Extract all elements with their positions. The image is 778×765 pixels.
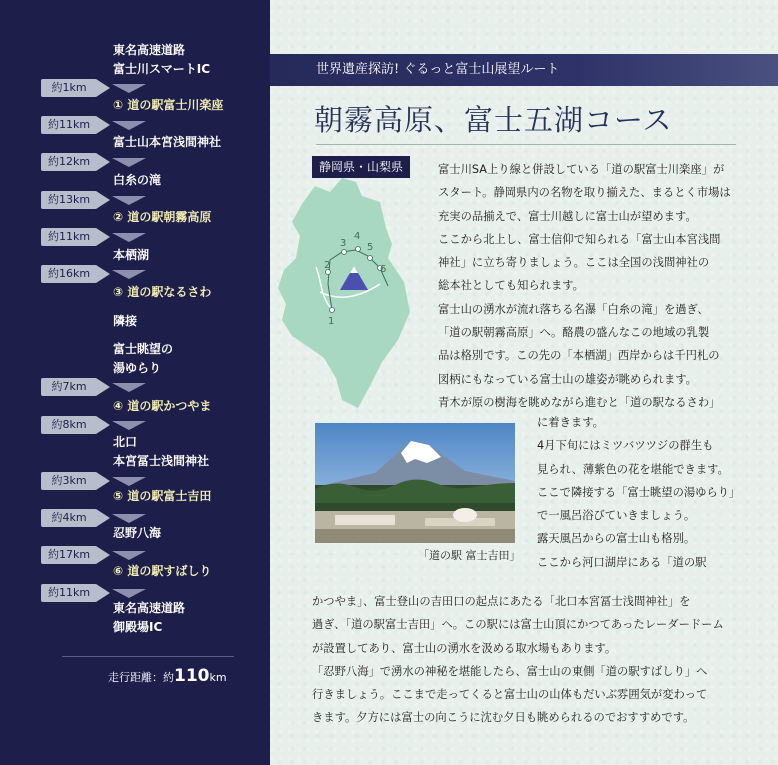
stop-name: 道の駅なるさわ [127,285,212,299]
stop-number: ⑤ [113,489,124,503]
text-line: ここから河口湖岸にある「道の駅 [537,555,707,569]
region-badge: 静岡県・山梨県 [312,156,410,178]
stop-line: 本宮冨士浅間神社 [113,454,210,468]
page-title: 朝霧高原、富士五湖コース [314,103,673,137]
distance-badge: 約13km [41,191,97,209]
article-panel [270,0,778,765]
distance-badge: 約16km [41,265,97,283]
map-label: 5 [367,242,374,253]
stop-line: 富士山本宮浅間神社 [113,135,222,149]
distance-badge: 約4km [41,509,97,527]
text-line: で一風呂浴びていきましょう。 [537,509,696,523]
route-stop-6 [113,562,211,581]
map-label: 3 [340,238,347,249]
route-map [270,172,430,412]
route-stop-lake [113,246,149,265]
arrow-right-icon [96,378,110,396]
text-line: 富士川SA上り線と併設している「道の駅富士川楽座」が [438,163,725,176]
text-line: 「忍野八海」で湧水の神秘を堪能したら、富士山の東側「道の駅すばしり」へ [312,664,708,678]
body-paragraph [537,411,740,574]
route-stop-4 [113,397,211,416]
chevron-down-icon [112,514,146,523]
chevron-down-icon [112,589,146,598]
route-stop-end [113,599,185,637]
map-label: 2 [324,260,331,271]
map-label: 4 [354,231,361,242]
stop-line: 富士眺望の [113,342,174,356]
arrow-right-icon [96,265,110,283]
route-stop-onsen [113,340,173,378]
distance-badge: 約7km [41,378,97,396]
stop-line: 富士川スマートIC [113,62,211,76]
stop-number: ④ [113,399,124,413]
stop-line: 御殿場IC [113,620,163,634]
stop-line: 隣接 [113,314,138,328]
chevron-down-icon [112,383,146,392]
stop-name: 道の駅朝霧高原 [127,210,212,224]
text-line: 充実の品揃えで、富士川越しに富士山が望めます。 [438,209,697,223]
chevron-down-icon [112,551,146,560]
arrow-right-icon [96,228,110,246]
total-distance [108,666,227,686]
chevron-down-icon [112,270,146,279]
text-line: 神社」に立ち寄りましょう。ここは全国の浅間神社の [438,256,710,270]
photo-caption: 「道の駅 富士吉田」 [418,549,521,562]
route-stop-falls [113,171,161,190]
route-stop-5 [113,487,211,506]
arrow-right-icon [96,191,110,209]
stop-line: 東名高速道路 [113,601,186,615]
text-line: 青木が原の樹海を眺めながら進むと「道の駅なるさわ」 [438,395,721,409]
text-line: 露天風呂からの富士山も格別。 [537,532,696,546]
arrow-right-icon [96,584,110,602]
text-line: きます。夕方には富士の向こうに沈む夕日も眺められるのでおすすめです。 [312,711,695,725]
stop-name: 道の駅かつやま [127,399,212,413]
route-stop-1 [113,96,223,115]
chevron-down-icon [112,84,146,93]
stop-line: 湯ゆらり [113,361,162,375]
arrow-right-icon [96,509,110,527]
stop-number: ⑥ [113,564,124,578]
text-line: 図柄にもなっている富士山の雄姿が眺められます。 [438,372,697,386]
text-line: 4月下旬にはミツバツツジの群生も [537,439,714,453]
arrow-right-icon [96,79,110,97]
stop-line: 白糸の滝 [113,173,162,187]
text-line: 品は格別です。この先の「本栖湖」西岸からは千円札の [438,349,720,363]
chevron-down-icon [112,121,146,130]
distance-badge: 約1km [41,79,97,97]
route-sidebar [0,0,270,765]
body-paragraph [312,590,724,730]
stop-line: 東名高速道路 [113,43,186,57]
route-stop-2 [113,208,211,227]
text-line: 過ぎ、「道の駅富士吉田」へ。この駅には富士山頂にかつてあったレーダードーム [312,618,724,632]
route-stop-adjacent [113,312,137,331]
stop-number: ① [113,98,124,112]
text-line: ここで隣接する「富士眺望の湯ゆらり」 [537,485,741,499]
stop-number: ② [113,210,124,224]
stop-name: 道の駅富士吉田 [127,489,212,503]
michinoeki-fujiyoshida-photo [315,423,515,543]
chevron-down-icon [112,477,146,486]
distance-badge: 約3km [41,472,97,490]
divider [62,656,234,657]
divider [316,144,736,145]
text-line: かつやま」、富士登山の吉田口の起点にあたる「北口本宮冨士浅間神社」を [312,595,691,608]
route-stop-kitaguchi [113,433,209,471]
map-label: 6 [380,264,387,275]
text-line: が設置してあり、富士山の湧水を汲める取水場もあります。 [312,641,617,655]
text-line: ここから北上し、富士信仰で知られる「富士山本宮浅間 [438,232,721,246]
map-point [368,256,373,261]
section-banner: 世界遺産探訪! ぐるっと富士山展望ルート [270,54,778,86]
arrow-right-icon [96,116,110,134]
route-stop-3 [113,283,211,302]
distance-badge: 約11km [41,228,97,246]
arrow-right-icon [96,153,110,171]
text-line: 「道の駅朝霧高原」へ。酪農の盛んなこの地域の乳製 [438,326,710,340]
total-label: 走行距離：約 [108,671,174,684]
map-label: 1 [328,316,335,327]
stop-number: ③ [113,285,124,299]
route-stop-shrine [113,133,221,152]
distance-badge: 約17km [41,546,97,564]
distance-badge: 約11km [41,584,97,602]
body-paragraph [438,158,731,414]
stop-line: 忍野八海 [113,526,162,540]
map-point [356,247,361,252]
stop-line: 本栖湖 [113,248,150,262]
map-point [342,250,347,255]
text-line: 見られ、薄紫色の花を堪能できます。 [537,462,729,476]
map-region [278,178,410,408]
arrow-right-icon [96,472,110,490]
stop-name: 道の駅富士川楽座 [127,98,224,112]
stop-line: 北口 [113,435,138,449]
distance-badge: 約8km [41,416,97,434]
total-value: 110 [174,666,210,686]
chevron-down-icon [112,196,146,205]
chevron-down-icon [112,158,146,167]
stop-name: 道の駅すばしり [127,564,212,578]
chevron-down-icon [112,421,146,430]
map-point [330,308,335,313]
total-unit: km [209,671,227,684]
distance-badge: 約12km [41,153,97,171]
text-line: に着きます。 [537,416,604,429]
route-stop-start [113,41,210,79]
text-line: 行きましょう。ここまで走ってくると富士山の山体もだいぶ雰囲気が変わって [312,688,708,702]
text-line: 富士山の湧水が流れ落ちる名瀑「白糸の滝」を過ぎ、 [438,302,709,316]
distance-badge: 約11km [41,116,97,134]
arrow-right-icon [96,546,110,564]
text-line: スタート。静岡県内の名物を取り揃えた、まるとく市場は [438,186,731,200]
route-stop-oshino [113,524,161,543]
text-line: 総本社としても知られます。 [438,279,584,293]
arrow-right-icon [96,416,110,434]
chevron-down-icon [112,233,146,242]
